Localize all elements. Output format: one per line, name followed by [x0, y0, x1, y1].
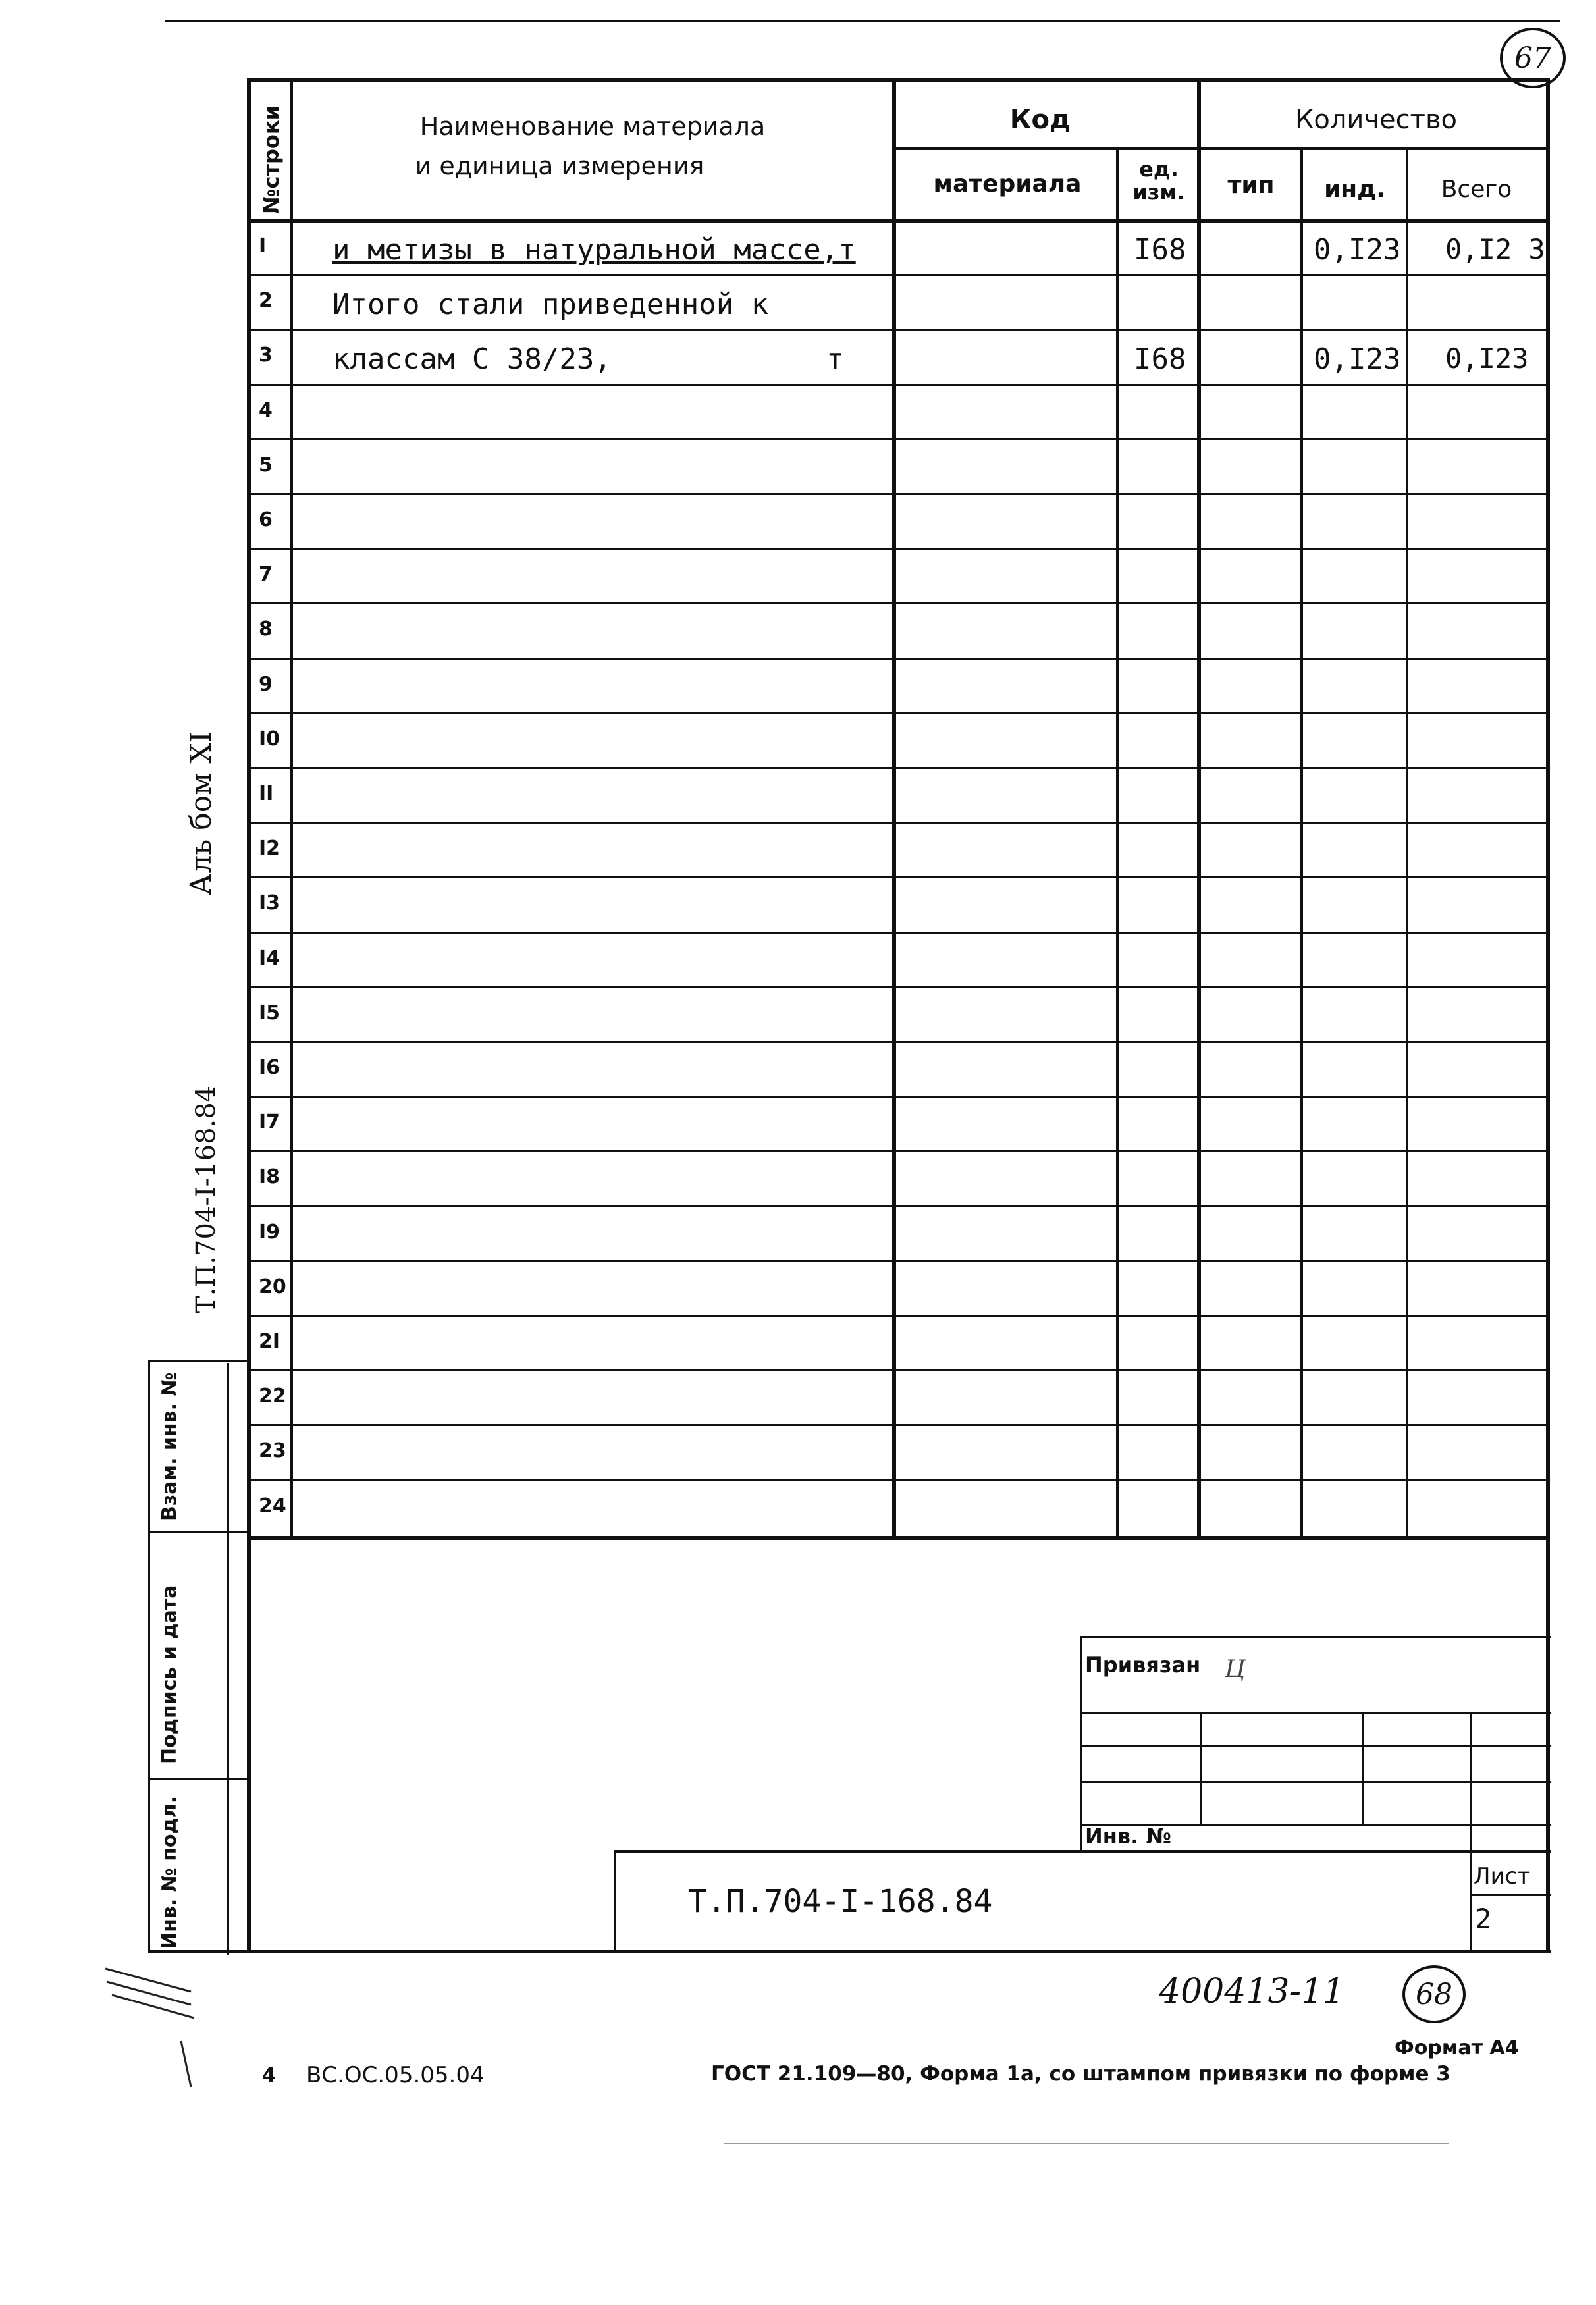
- row-number: 6: [259, 508, 273, 531]
- material-name: классам С 38/23,: [332, 342, 612, 377]
- row-number: I8: [259, 1165, 280, 1189]
- qty-ind-value: 0,I23: [1314, 233, 1401, 267]
- row-number: I: [259, 234, 267, 257]
- handwritten-reference: 400413-11: [1159, 1972, 1345, 2011]
- qty-total-value: 0,I23: [1445, 342, 1529, 375]
- quantity-header: Количество: [1294, 105, 1457, 135]
- row-number: 2: [259, 289, 273, 313]
- row-number: I7: [259, 1111, 280, 1134]
- second-number-circle: [1402, 1965, 1466, 2023]
- unit-code: I68: [1134, 342, 1186, 377]
- name-header-line1: Наименование материала: [419, 112, 766, 141]
- inv-podl-label: Инв. № подл.: [158, 1795, 181, 1949]
- qty-total-header: Всего: [1441, 176, 1512, 203]
- footer-code: ВС.ОС.05.05.04: [306, 2062, 485, 2088]
- qty-ind-value: 0,I23: [1314, 342, 1401, 377]
- qty-ind-header: инд.: [1324, 176, 1385, 203]
- privyazan-label: Привязан: [1085, 1653, 1201, 1678]
- stamp-project-code: Т.П.704-I-168.84: [688, 1883, 993, 1920]
- margin-strokes: [99, 1955, 230, 2113]
- podpis-data-label: Подпись и дата: [158, 1585, 181, 1764]
- row-number: 22: [259, 1385, 286, 1408]
- material-name: и метизы в натуральной массе,т: [332, 233, 856, 267]
- row-number: I5: [259, 1001, 280, 1024]
- sheet-number: 67: [1514, 41, 1551, 75]
- row-number: II: [259, 782, 274, 805]
- bottom-dotted-line: [724, 2143, 1449, 2144]
- row-number: I4: [259, 946, 280, 970]
- name-header-line2: и единица измерения: [415, 151, 705, 180]
- top-border: [165, 20, 1560, 22]
- album-label: Аль бом XI: [184, 731, 218, 895]
- qty-total-value: 0,I2 3: [1445, 233, 1545, 265]
- row-number: I0: [259, 727, 280, 751]
- row-number-header: №строки: [259, 105, 284, 214]
- row-number: 7: [259, 563, 273, 587]
- row-number: 23: [259, 1439, 286, 1463]
- row-number: 8: [259, 618, 273, 641]
- code-material-header: материала: [933, 171, 1082, 198]
- row-number: 5: [259, 453, 273, 477]
- footer-gost: ГОСТ 21.109—80, Форма 1а, со штампом привязки по форме 3: [711, 2062, 1450, 2086]
- row-number: 4: [259, 398, 273, 422]
- row-number: I2: [259, 837, 280, 861]
- material-name: Итого стали приведенной к: [332, 288, 769, 322]
- material-unit-suffix: т: [826, 342, 844, 377]
- row-number: 2I: [259, 1330, 280, 1353]
- privyazan-mark: Ц: [1225, 1656, 1246, 1683]
- code-header: Код: [1009, 105, 1071, 135]
- qty-type-header: тип: [1227, 172, 1275, 199]
- project-side-label: Т.П.704-I-168.84: [191, 1085, 221, 1313]
- format-label: Формат А4: [1395, 2036, 1519, 2059]
- code-unit-header: ед. изм.: [1132, 157, 1185, 205]
- row-number: I9: [259, 1220, 280, 1244]
- row-number: 9: [259, 672, 273, 696]
- stamp-inv-label: Инв. №: [1085, 1824, 1171, 1849]
- row-number: 20: [259, 1275, 286, 1298]
- row-number: I3: [259, 891, 280, 915]
- row-number: 3: [259, 344, 273, 367]
- second-number: 68: [1416, 1977, 1452, 2011]
- sheet-list-label: Лист: [1474, 1863, 1531, 1890]
- row-number: I6: [259, 1056, 280, 1079]
- row-number: 24: [259, 1494, 286, 1518]
- sheet-list-value: 2: [1475, 1903, 1492, 1935]
- footer-page-index: 4: [262, 2064, 276, 2087]
- unit-code: I68: [1134, 233, 1186, 267]
- vzam-inv-label: Взам. инв. №: [158, 1372, 181, 1521]
